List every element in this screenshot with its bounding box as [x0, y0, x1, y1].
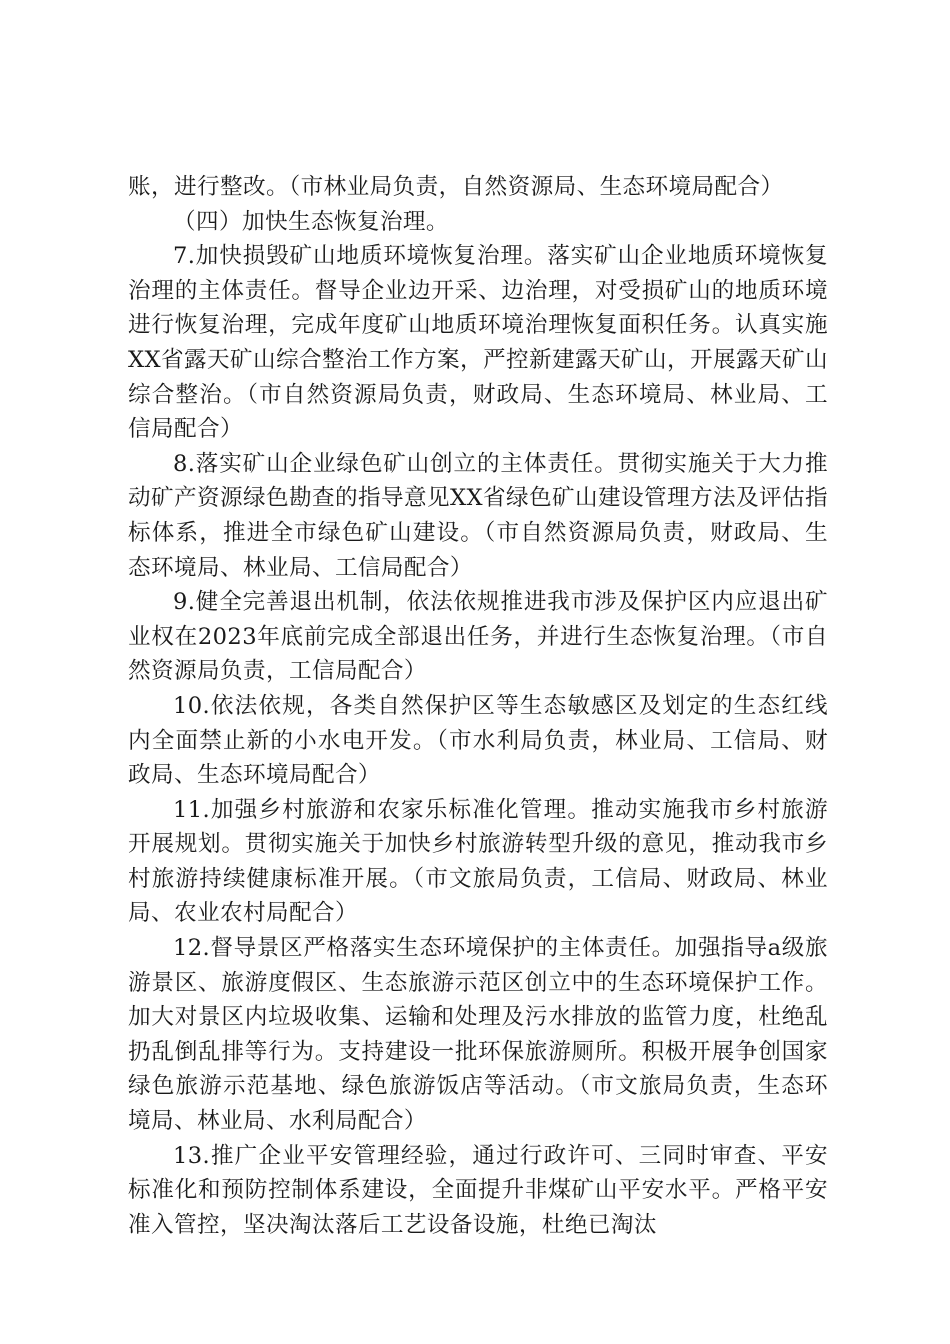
paragraph-item-7: 7.加快损毁矿山地质环境恢复治理。落实矿山企业地质环境恢复治理的主体责任。督导企业边开采、边治理，对受损矿山的地质环境进行恢复治理，完成年度矿山地质环境治理恢复面积任务。认真实施XX省露天矿山综合整治工作方案，严控新建露天矿山，开展露天矿山综合整治。（市自然资源局负责，财政局、生态环境局、林业局、工信局配合） [128, 243, 828, 443]
paragraph-item-8: 8.落实矿山企业绿色矿山创立的主体责任。贯彻实施关于大力推动矿产资源绿色勘查的指导意见XX省绿色矿山建设管理方法及评估指标体系，推进全市绿色矿山建设。（市自然资源局负责，财政局、生态环境局、林业局、工信局配合） [128, 450, 828, 581]
document-page [128, 170, 828, 1242]
paragraph-item-13: 13.推广企业平安管理经验，通过行政许可、三同时审查、平安标准化和预防控制体系建设，全面提升非煤矿山平安水平。严格平安准入管控，坚决淘汰落后工艺设备设施，杜绝已淘汰 [128, 1142, 828, 1238]
paragraph-item-10: 10.依法依规，各类自然保护区等生态敏感区及划定的生态红线内全面禁止新的小水电开发。（市水利局负责，林业局、工信局、财政局、生态环境局配合） [128, 692, 828, 789]
paragraph-item-9: 9.健全完善退出机制，依法依规推进我市涉及保护区内应退出矿业权在2023年底前完成全部退出任务，并进行生态恢复治理。（市自然资源局负责，工信局配合） [128, 589, 828, 685]
paragraph-continuation: 账，进行整改。（市林业局负责，自然资源局、生态环境局配合） [128, 174, 784, 200]
paragraph-item-11: 11.加强乡村旅游和农家乐标准化管理。推动实施我市乡村旅游开展规划。贯彻实施关于加快乡村旅游转型升级的意见，推动我市乡村旅游持续健康标准开展。（市文旅局负责，工信局、财政局、林业局、农业农村局配合） [128, 796, 828, 927]
paragraph-item-12: 12.督导景区严格落实生态环境保护的主体责任。加强指导a级旅游景区、旅游度假区、生态旅游示范区创立中的生态环境保护工作。加大对景区内垃圾收集、运输和处理及污水排放的监管力度，杜绝乱扔乱倒乱排等行为。支持建设一批环保旅游厕所。积极开展争创国家绿色旅游示范基地、绿色旅游饭店等活动。（市文旅局负责，生态环境局、林业局、水利局配合） [128, 935, 828, 1135]
section-heading: （四）加快生态恢复治理。 [173, 208, 449, 235]
